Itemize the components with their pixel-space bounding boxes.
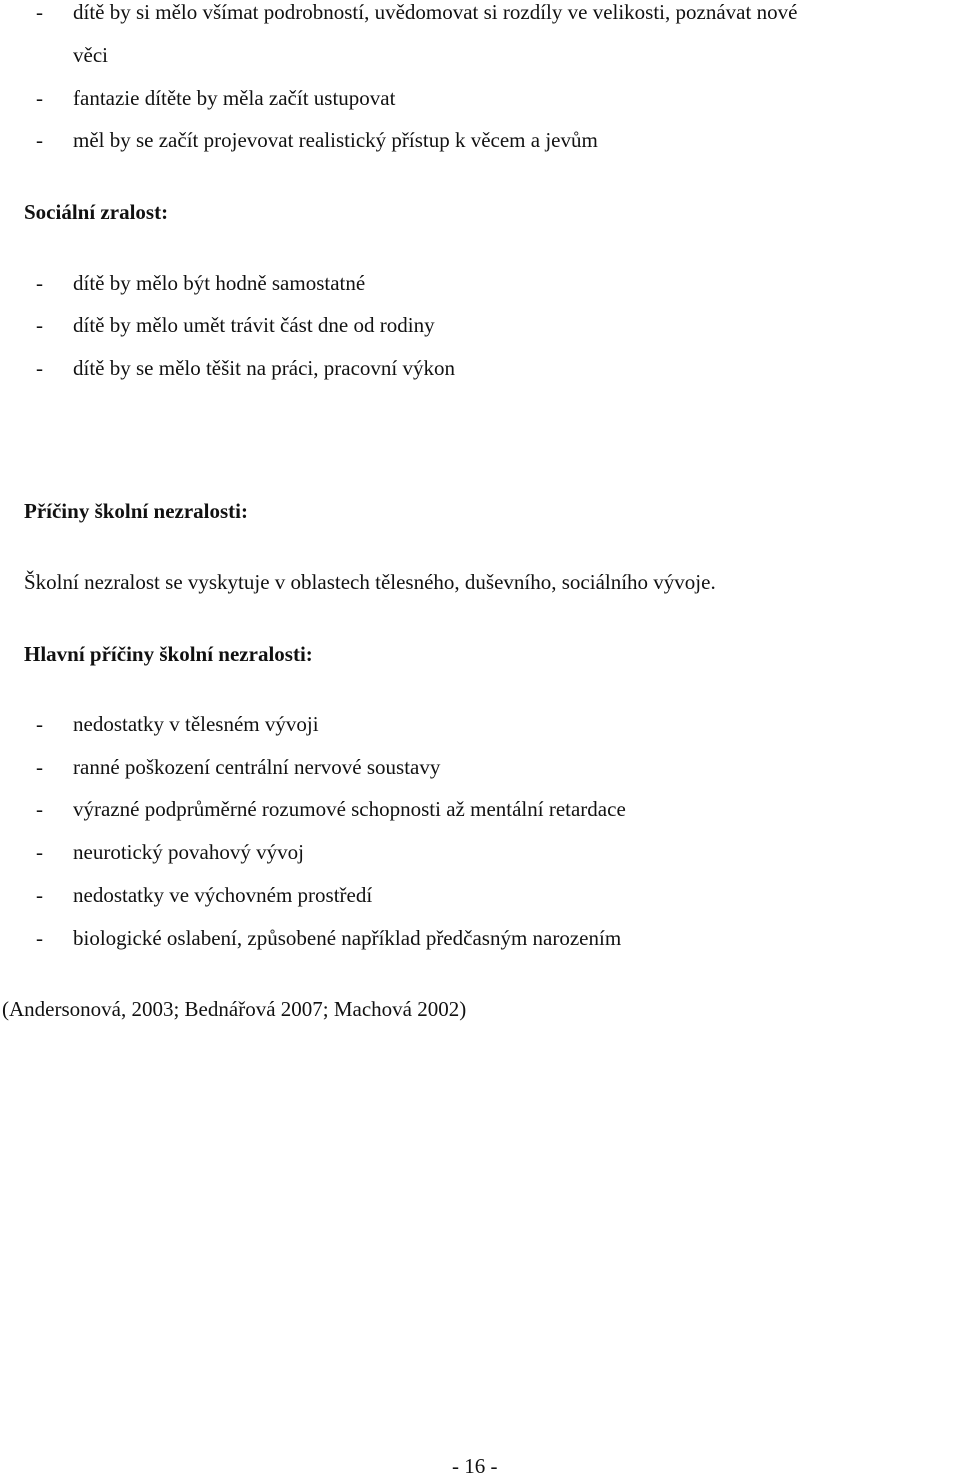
list-bullet: -	[36, 797, 43, 821]
section-heading-causes: Příčiny školní nezralosti:	[24, 499, 248, 523]
list-item-text: dítě by se mělo těšit na práci, pracovní výkon	[73, 356, 455, 380]
list-bullet: -	[36, 840, 43, 864]
list-bullet: -	[36, 86, 43, 110]
list-bullet: -	[36, 356, 43, 380]
list-bullet: -	[36, 755, 43, 779]
list-bullet: -	[36, 0, 43, 24]
list-item-continuation: věci	[73, 43, 108, 67]
section-heading-main-causes: Hlavní příčiny školní nezralosti:	[24, 642, 313, 666]
list-item-text: ranné poškození centrální nervové soustavy	[73, 755, 441, 779]
list-item-text: fantazie dítěte by měla začít ustupovat	[73, 86, 396, 110]
list-bullet: -	[36, 271, 43, 295]
list-bullet: -	[36, 883, 43, 907]
list-item-text: nedostatky ve výchovném prostředí	[73, 883, 373, 907]
list-item-text: výrazné podprůměrné rozumové schopnosti až mentální retardace	[73, 797, 626, 821]
list-item-text: dítě by mělo být hodně samostatné	[73, 271, 366, 295]
list-bullet: -	[36, 313, 43, 337]
citation: (Andersonová, 2003; Bednářová 2007; Machová 2002)	[2, 997, 467, 1021]
list-item-text: měl by se začít projevovat realistický přístup k věcem a jevům	[73, 128, 598, 152]
list-item-text: neurotický povahový vývoj	[73, 840, 304, 864]
section-heading-social-maturity: Sociální zralost:	[24, 200, 169, 224]
list-bullet: -	[36, 712, 43, 736]
list-item-text: dítě by mělo umět trávit část dne od rodiny	[73, 313, 435, 337]
list-bullet: -	[36, 128, 43, 152]
paragraph: Školní nezralost se vyskytuje v oblastech tělesného, duševního, sociálního vývoje.	[24, 570, 716, 594]
list-item-text: dítě by si mělo všímat podrobností, uvědomovat si rozdíly ve velikosti, poznávat nové	[73, 0, 798, 24]
list-item-text: biologické oslabení, způsobené například předčasným narozením	[73, 926, 622, 950]
list-item-text: nedostatky v tělesném vývoji	[73, 712, 319, 736]
page-number: - 16 -	[452, 1454, 498, 1478]
list-bullet: -	[36, 926, 43, 950]
